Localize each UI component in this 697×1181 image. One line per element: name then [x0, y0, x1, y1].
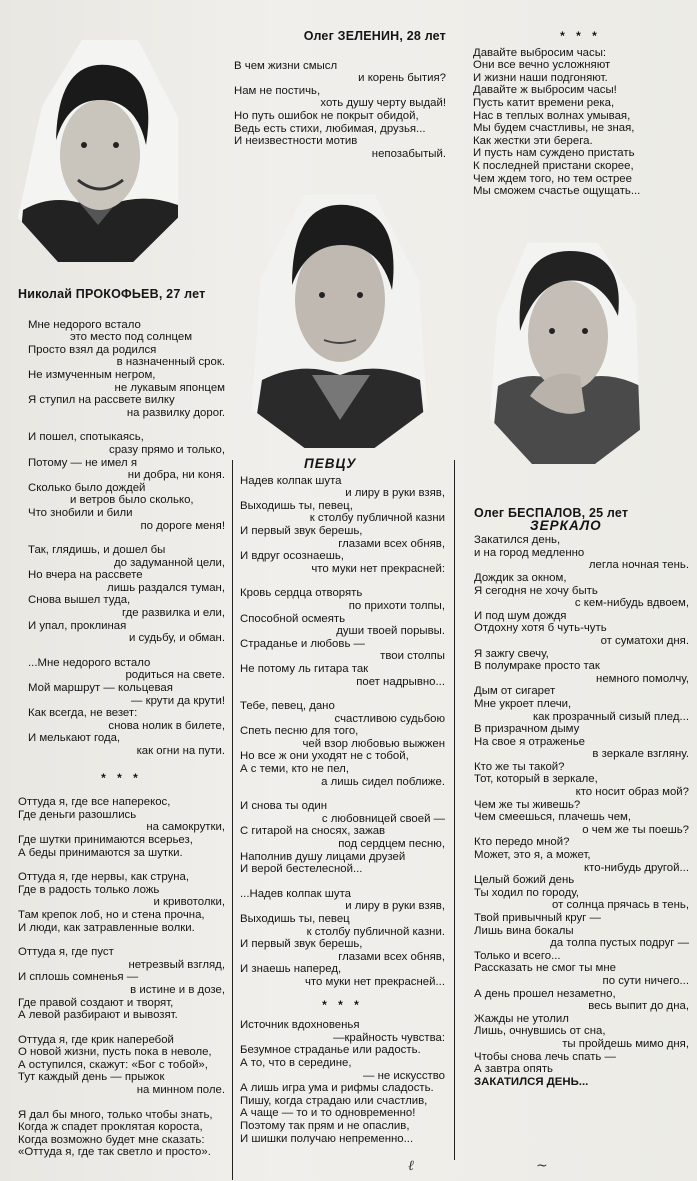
poem-line: Выходишь ты, певец, — [240, 499, 353, 512]
poem-line: Поэтому так прям и не опаслив, — [240, 1119, 410, 1132]
poem-line: что муки нет прекрасней: — [311, 562, 445, 575]
poem-line: и кривотолки, — [153, 896, 225, 909]
column-zelenin-bottom — [240, 458, 445, 1145]
poem-line: Тебе, певец, дано — [240, 700, 335, 713]
poem-line: Безумное страданье или радость. — [240, 1044, 421, 1057]
poem-line: к столбу публичной казни — [309, 512, 445, 525]
portrait-photo-bespalov — [490, 236, 640, 464]
poem-line: А день прошел незаметно, — [474, 987, 616, 1000]
poem-line: Дым от сигарет — [474, 685, 556, 698]
poem-line: Чем же ты живешь? — [474, 798, 581, 811]
poem-line: сразу прямо и только, — [109, 443, 225, 456]
poem-line: в зеркале взгляну. — [592, 748, 689, 761]
poem-line: Оттуда я, где нервы, как струна, — [18, 871, 190, 884]
poem-line: от солнца прячась в тень, — [552, 899, 689, 912]
poem-line: Жажды не утолил — [474, 1012, 569, 1025]
stanza-break — [240, 788, 445, 800]
poem-ottuda-ya — [18, 796, 225, 1159]
poem-line: Где в радость только ложь — [18, 883, 160, 896]
poem-line: Я дал бы много, только чтобы знать, — [18, 1108, 213, 1121]
poem-line: И жизни наши подгоняют. — [473, 71, 608, 84]
poem-line: Там крепок лоб, но и стена прочна, — [18, 908, 205, 921]
poem-line: Выходишь ты, певец — [240, 913, 350, 925]
poem-line: Надев колпак шута — [240, 474, 342, 487]
stanza-break — [28, 645, 225, 657]
poem-line: Чем смеешься, плачешь чем, — [474, 811, 632, 824]
poem-line: Нас в теплых волнах умывая, — [473, 109, 631, 122]
poem-line: Спеть песню для того, — [240, 725, 359, 738]
poem-line: Я сегодня не хочу быть — [474, 584, 598, 597]
poem-line: от суматохи дня. — [600, 634, 689, 647]
poem-line: Кто же ты такой? — [474, 760, 565, 773]
stars-divider: * * * — [560, 29, 601, 43]
poem-line: Нам не постичь, — [234, 84, 321, 97]
poem-line: к столбу публичной казни. — [306, 925, 445, 938]
poem-line: а лишь сидел поближе. — [321, 775, 445, 788]
poem-line: Снова вышел туда, — [28, 594, 131, 607]
poem-line: «Оттуда я, где так светло и просто». — [18, 1146, 211, 1159]
poem-line: О новой жизни, пусть пока в неволе, — [18, 1046, 212, 1059]
poem-line: И верой бестелесной... — [240, 863, 363, 876]
poem-line: А оступился, скажут: «Бог с тобой», — [18, 1058, 208, 1071]
poem-line: Кто передо мной? — [474, 836, 570, 849]
poem-line: Пусть катит времени река, — [473, 96, 615, 109]
poem-line: А беды принимаются за шутки. — [18, 846, 183, 859]
poem-line: твои столпы — [380, 650, 445, 663]
poem-line: И люди, как затравленные волки. — [18, 921, 195, 934]
poem-line: до задуманной цели, — [113, 556, 225, 569]
poem-line: Они все вечно усложняют — [473, 59, 611, 72]
author-prokofiev: Николай ПРОКОФЬЕВ, 27 лет — [18, 287, 206, 301]
poem-line: с любовницей своей — — [321, 812, 445, 825]
poem-line: Чтобы снова лечь спать — — [474, 1050, 616, 1063]
poem-line: Но путь ошибок не покрыт обидой, — [234, 109, 419, 122]
poem-line: А чаще — то и то одновременно! — [240, 1107, 416, 1120]
poem-line: Наполнив душу лицами друзей — [240, 850, 406, 863]
poem-line: души твоей порывы. — [336, 625, 445, 638]
poem-line: глазами всех обняв, — [338, 537, 445, 550]
signature-mark: ℓ — [408, 1158, 414, 1174]
poem-line: —крайность чувства: — [333, 1031, 445, 1044]
poem-line: Твой привычный круг — — [474, 912, 601, 924]
poem-line: А левой разбирают и вывозят. — [18, 1009, 178, 1022]
poem-line: И неизвестности мотив — [234, 135, 358, 148]
poem-davayte-vybrosim-chasy — [473, 47, 688, 198]
poem-line: В призрачном дыму — [474, 723, 580, 736]
poem-line: легла ночная тень. — [588, 559, 689, 572]
poem-line: На свое я отраженье — [474, 735, 585, 748]
poem-line: — не искусство — [363, 1069, 445, 1082]
poem-line: И вдруг осознаешь, — [240, 550, 344, 563]
poem-line: по дороге меня! — [140, 519, 225, 532]
poem-line: Лишь вина бокалы — [474, 924, 574, 937]
poem-line: Лишь, очнувшись от сна, — [474, 1025, 606, 1038]
poem-line: В чем жизни смысл — [234, 59, 338, 72]
poem-line: и лиру в руки взяв, — [345, 900, 445, 913]
poem-line: Оттуда я, где пуст — [18, 946, 114, 959]
poem-line: кто носит образ мой? — [575, 786, 689, 799]
stanza-break — [28, 532, 225, 544]
poem-line: непозабытый. — [371, 147, 446, 160]
poem-line: И упал, проклиная — [28, 619, 127, 632]
poem-line: Источник вдохновенья — [240, 1019, 360, 1032]
poem-title-pevtsu: ПЕВЦУ — [304, 456, 357, 471]
poem-line: А с теми, кто не пел, — [240, 763, 349, 776]
poem-line: Так, глядишь, и дошел бы — [28, 544, 166, 557]
poem-line: Кровь сердца отворять — [240, 587, 363, 600]
poem-line: Мы сможем счастье ощущать... — [473, 185, 641, 198]
stars-divider: * * * — [322, 997, 363, 1012]
poem-line: Оттуда я, где крик наперебой — [18, 1033, 174, 1046]
poem-line: Рассказать не смог ты мне — [474, 962, 617, 975]
poem-line: Где шутки принимаются всерьез, — [18, 833, 193, 846]
poem-line: Оттуда я, где все наперекос, — [18, 796, 171, 809]
poem-line: Закатился день, — [474, 534, 561, 547]
poem-line: счастливою судьбою — [334, 712, 445, 725]
poem-line: с кем-нибудь вдвоем, — [574, 597, 689, 610]
poem-line: Сколько было дождей — [28, 481, 146, 494]
poem-line: хоть душу черту выдай! — [320, 97, 446, 110]
poem-line: по прихоти толпы, — [348, 599, 445, 612]
stars-divider: * * * — [101, 770, 142, 785]
poem-line: Мне недорого встало — [28, 318, 141, 331]
poem-line: Когда возможно будет мне сказать: — [18, 1133, 205, 1146]
poem-line: Мой маршрут — кольцевая — [28, 682, 173, 695]
poem-line: и ветров было сколько, — [70, 494, 194, 507]
poem-line: о чем же ты поешь? — [582, 823, 689, 836]
poem-pevtsu — [240, 475, 445, 989]
poem-line: на развилку дорог. — [126, 406, 225, 419]
poem-line: А то, что в середине, — [240, 1056, 352, 1069]
poem-line: как огни на пути. — [136, 745, 225, 757]
poem-line: Мне укроет плечи, — [474, 697, 572, 710]
poem-line: что муки нет прекрасней... — [305, 975, 445, 988]
column-bespalov — [474, 507, 689, 1088]
poem-line: Только и всего... — [474, 949, 561, 962]
stanza-break — [28, 419, 225, 431]
poem-line: И первый звук берешь, — [240, 938, 363, 951]
poem-line: — крути да крути! — [131, 694, 225, 707]
poem-line: Мы будем счастливы, не зная, — [473, 122, 635, 135]
stanza-break — [18, 934, 225, 946]
poem-line: Тут каждый день — прыжок — [18, 1071, 165, 1084]
poem-line: Но все ж они уходят не с тобой, — [240, 750, 409, 763]
poem-line: как прозрачный сизый плед... — [532, 710, 689, 723]
poem-line: И пусть нам суждено пристать — [473, 147, 635, 160]
poem-line: в истине и в дозе, — [130, 983, 225, 996]
poem-line: ЗАКАТИЛСЯ ДЕНЬ... — [474, 1075, 589, 1088]
poem-line: А лишь игра ума и рифмы сладость. — [240, 1082, 434, 1095]
poem-line: на самокрутки, — [146, 821, 225, 834]
poem-line: поет надрывно... — [356, 675, 445, 688]
column-top-right — [473, 30, 688, 198]
poem-line: по сути ничего... — [602, 974, 689, 987]
poem-line: ...Надев колпак шута — [240, 887, 352, 900]
poem-line: Отдохну хотя б чуть-чуть — [474, 622, 607, 635]
poem-line: ты пройдешь мимо дня, — [562, 1037, 689, 1050]
poem-line: и на город медленно — [474, 546, 585, 559]
poem-line: под сердцем песню, — [338, 838, 445, 851]
poem-line: ни добра, ни коня. — [127, 469, 225, 482]
poem-line: глазами всех обняв, — [338, 950, 445, 963]
poem-line: Как жестки эти берега. — [473, 134, 593, 147]
poem-line: и судьбу, и обман. — [128, 632, 225, 645]
poem-line: Где правой создают и творят, — [18, 996, 174, 1009]
poem-title-zerkalo: ЗЕРКАЛО — [530, 517, 602, 533]
poem-line: Не измученным негром, — [28, 368, 156, 381]
poem-line: Давайте выбросим часы: — [473, 46, 607, 59]
poem-line: кто-нибудь другой... — [584, 861, 689, 874]
poem-line: И шишки получаю непременно... — [240, 1132, 414, 1145]
poem-line: на минном поле. — [136, 1084, 225, 1097]
poem-line: Дождик за окном, — [474, 571, 567, 584]
poem-line: Тот, который в зеркале, — [474, 773, 598, 786]
poem-line: Потому — не имел я — [28, 456, 137, 469]
poem-line: чей взор любовью выжжен — [302, 737, 445, 750]
poem-line: Страданье и любовь — — [240, 637, 365, 650]
poem-line: да толпа пустых подруг — — [550, 937, 689, 950]
poem-line: Пишу, когда страдаю или счастлив, — [240, 1094, 428, 1107]
poem-line: родиться на свете. — [125, 669, 225, 682]
stanza-break — [240, 876, 445, 888]
stanza-break — [240, 575, 445, 587]
poem-line: И первый звук берешь, — [240, 524, 363, 537]
poem-line: немного помолчу, — [596, 672, 689, 685]
column-rule — [232, 460, 233, 1180]
poem-line: Может, это я, а может, — [474, 849, 591, 862]
poem-line: В полумраке просто так — [474, 660, 600, 673]
poem-line: И мелькают года, — [28, 732, 121, 745]
poem-line: Ты ходил по городу, — [474, 886, 579, 899]
portrait-photo-zelenin — [252, 190, 427, 448]
poem-line: Чем ждем того, но тем острее — [473, 172, 632, 185]
poem-line: не лукавым японцем — [114, 381, 225, 394]
poem-line: лишь раздался туман, — [107, 581, 225, 594]
poem-line: где развилка и ели, — [121, 607, 225, 620]
poem-ne-dorogo-vstalo — [18, 319, 225, 758]
poem-line: Как всегда, не везет: — [28, 707, 138, 720]
poem-line: в назначенный срок. — [116, 356, 225, 369]
poem-zerkalo — [474, 534, 689, 1088]
poem-line: и корень бытия? — [358, 72, 446, 85]
column-prokofiev — [18, 288, 225, 1159]
poem-v-chem-zhizni-smysl — [234, 60, 446, 161]
poem-line: Давайте ж выбросим часы! — [473, 84, 617, 97]
poem-line: Что знобили и били — [28, 506, 133, 519]
poem-line: Но вчера на рассвете — [28, 569, 143, 582]
poem-line: Я ступил на рассвете вилку — [28, 394, 175, 407]
stanza-break — [240, 688, 445, 700]
poem-line: К последней пристани скорее, — [473, 159, 634, 172]
poem-line: И снова ты один — [240, 800, 328, 813]
poem-line: И под шум дождя — [474, 609, 567, 622]
poem-line: нетрезвый взгляд, — [128, 958, 225, 971]
poem-line: И сплошь сомненья — — [18, 971, 139, 984]
poem-line: весь выпит до дна, — [588, 1000, 689, 1013]
poem-line: И знаешь наперед, — [240, 963, 342, 976]
poem-line: Я зажгу свечу, — [474, 647, 549, 660]
poem-line: Просто взял да родился — [28, 343, 157, 356]
column-rule — [454, 460, 455, 1160]
poem-line: Целый божий день — [474, 874, 575, 887]
column-zelenin-top — [234, 30, 446, 160]
poem-line: Когда ж спадет проклятая короста, — [18, 1121, 203, 1134]
poem-line: Способной осмеять — [240, 612, 346, 625]
portrait-photo-prokofiev — [18, 40, 178, 262]
poem-line: С гитарой на сносях, зажав — [240, 825, 386, 838]
poem-line: это место под солнцем — [70, 331, 193, 344]
stanza-break — [18, 859, 225, 871]
stanza-break — [18, 1097, 225, 1109]
poem-line: Ведь есть стихи, любимая, друзья... — [234, 122, 426, 135]
poem-istochnik-vdokhnovenya — [240, 1019, 445, 1145]
signature-mark: ~ — [536, 1158, 548, 1174]
poem-line: снова нолик в билете, — [108, 719, 225, 732]
poem-line: Не потому ль гитара так — [240, 662, 369, 675]
author-bespalov: Олег БЕСПАЛОВ, 25 лет — [474, 506, 629, 520]
poem-line: и лиру в руки взяв, — [345, 487, 445, 500]
poem-line: ...Мне недорого встало — [28, 656, 151, 669]
poem-line: А завтра опять — [474, 1063, 553, 1076]
stanza-break — [18, 1022, 225, 1034]
author-zelenin: Олег ЗЕЛЕНИН, 28 лет — [303, 29, 446, 43]
poem-line: Где деньги разошлись — [18, 808, 137, 821]
poem-line: И пошел, спотыкаясь, — [28, 431, 144, 444]
